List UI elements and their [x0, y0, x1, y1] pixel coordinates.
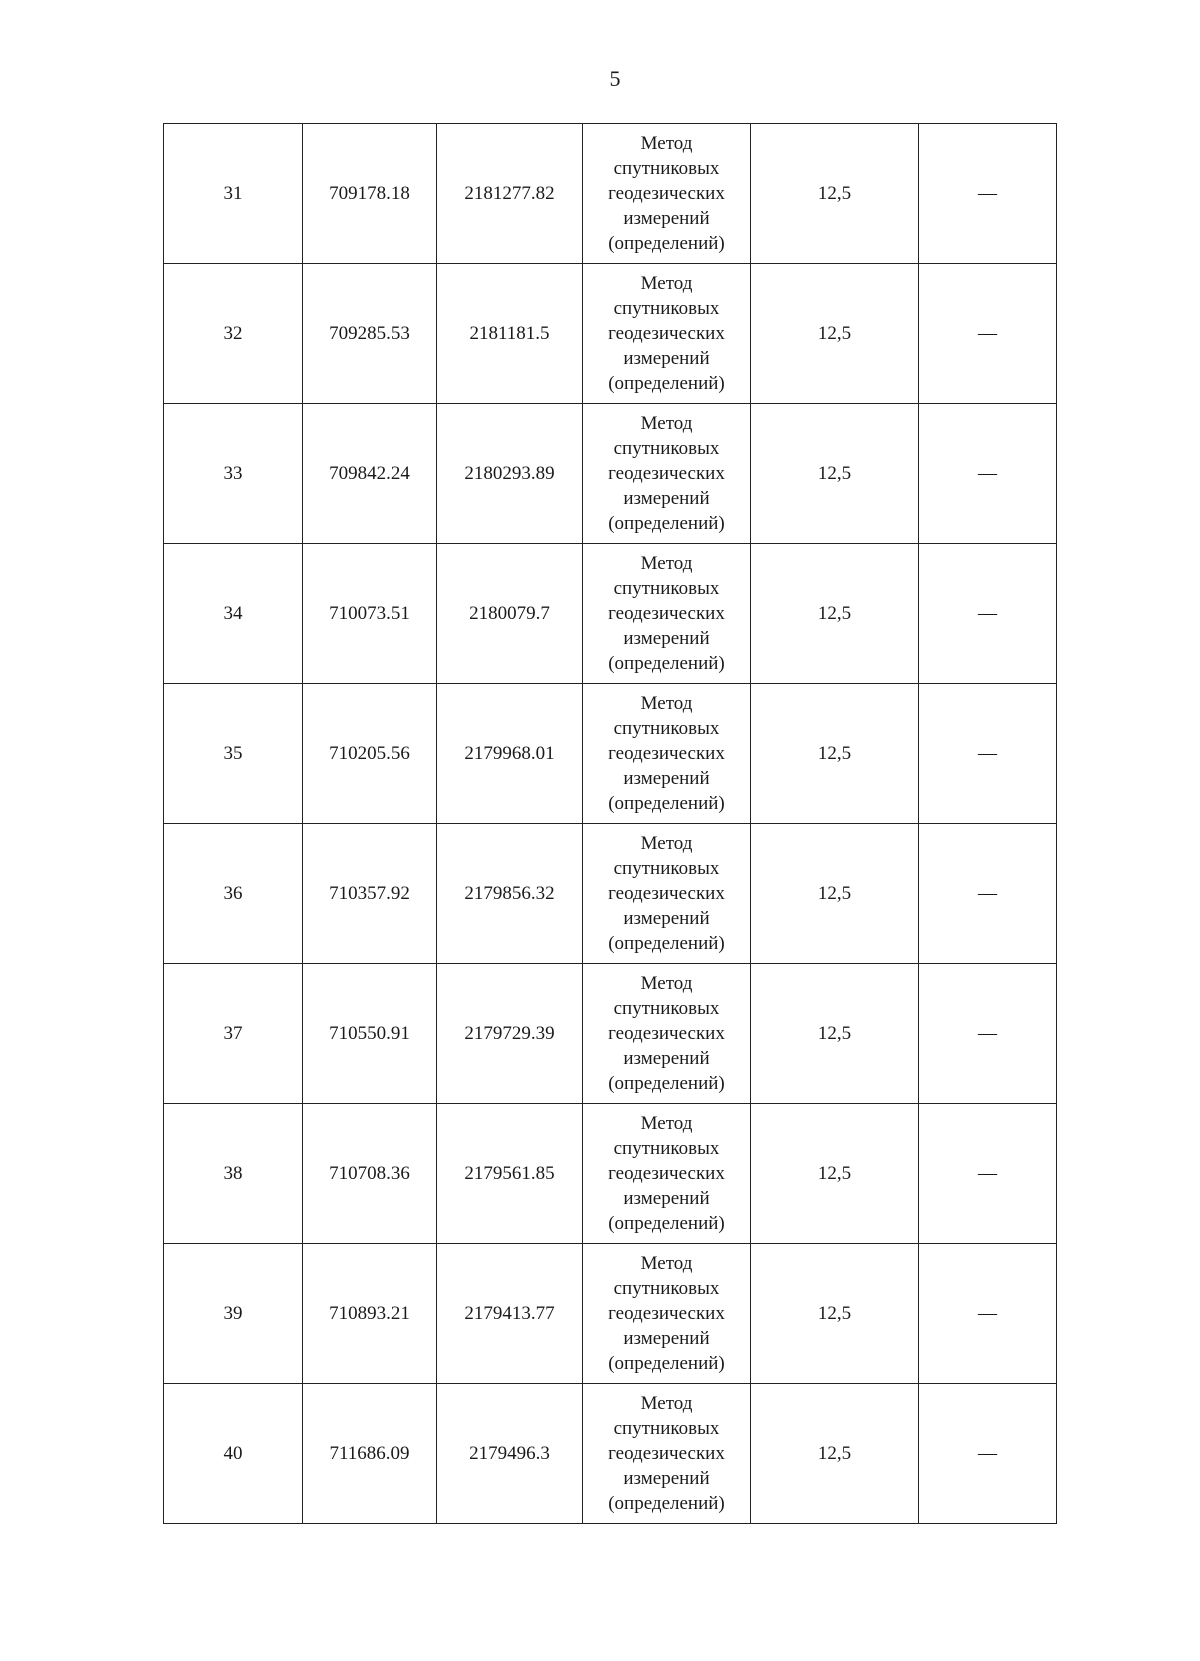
x-coordinate-cell: 710708.36 [303, 1104, 437, 1244]
method-cell [583, 1104, 751, 1244]
method-line: геодезических [608, 323, 725, 344]
method-line: геодезических [608, 463, 725, 484]
y-coordinate-cell: 2180079.7 [437, 544, 583, 684]
table-row [164, 684, 1057, 824]
method-line: (определений) [608, 373, 725, 394]
method-line: Метод [640, 273, 693, 294]
method-text [583, 271, 750, 396]
y-coordinate-cell: 2179413.77 [437, 1244, 583, 1384]
method-line: спутниковых [613, 438, 720, 459]
method-line: геодезических [608, 743, 725, 764]
accuracy-cell: 12,5 [751, 1244, 919, 1384]
method-line: Метод [640, 1113, 693, 1134]
method-text [583, 1111, 750, 1236]
method-cell [583, 404, 751, 544]
method-line: спутниковых [613, 578, 720, 599]
table-row [164, 1104, 1057, 1244]
method-line: спутниковых [613, 858, 720, 879]
method-cell [583, 124, 751, 264]
dash-mark: — [978, 1022, 997, 1044]
accuracy-cell: 12,5 [751, 1104, 919, 1244]
method-line: Метод [640, 413, 693, 434]
method-text [583, 1391, 750, 1516]
method-line: геодезических [608, 603, 725, 624]
method-line: (определений) [608, 233, 725, 254]
method-text [583, 691, 750, 816]
method-text [583, 131, 750, 256]
method-line: (определений) [608, 1073, 725, 1094]
method-line: геодезических [608, 883, 725, 904]
y-coordinate-cell: 2179729.39 [437, 964, 583, 1104]
method-line: измерений [623, 628, 710, 649]
dash-mark: — [978, 1442, 997, 1464]
dash-mark: — [978, 322, 997, 344]
method-text [583, 1251, 750, 1376]
method-line: спутниковых [613, 1278, 720, 1299]
method-cell [583, 264, 751, 404]
table-body [164, 124, 1057, 1524]
y-coordinate-cell: 2179496.3 [437, 1384, 583, 1524]
table-row [164, 824, 1057, 964]
accuracy-cell: 12,5 [751, 1384, 919, 1524]
method-line: спутниковых [613, 1138, 720, 1159]
dash-mark: — [978, 602, 997, 624]
x-coordinate-cell: 710357.92 [303, 824, 437, 964]
extra-cell [919, 124, 1057, 264]
method-text [583, 831, 750, 956]
method-line: Метод [640, 693, 693, 714]
method-line: геодезических [608, 1443, 725, 1464]
method-text [583, 411, 750, 536]
page-number: 5 [609, 66, 621, 91]
method-line: геодезических [608, 1303, 725, 1324]
accuracy-cell: 12,5 [751, 684, 919, 824]
method-line: (определений) [608, 1213, 725, 1234]
method-line: (определений) [608, 933, 725, 954]
point-number-cell: 36 [164, 824, 303, 964]
method-line: Метод [640, 1393, 693, 1414]
accuracy-cell: 12,5 [751, 824, 919, 964]
table-row [164, 264, 1057, 404]
method-line: измерений [623, 1328, 710, 1349]
dash-mark: — [978, 882, 997, 904]
x-coordinate-cell: 709842.24 [303, 404, 437, 544]
method-line: (определений) [608, 653, 725, 674]
extra-cell [919, 684, 1057, 824]
x-coordinate-cell: 710893.21 [303, 1244, 437, 1384]
table-row [164, 544, 1057, 684]
y-coordinate-cell: 2179968.01 [437, 684, 583, 824]
accuracy-cell: 12,5 [751, 964, 919, 1104]
y-coordinate-cell: 2181277.82 [437, 124, 583, 264]
extra-cell [919, 1104, 1057, 1244]
coordinates-table [163, 123, 1057, 1524]
point-number-cell: 35 [164, 684, 303, 824]
point-number-cell: 34 [164, 544, 303, 684]
method-line: геодезических [608, 1023, 725, 1044]
method-line: геодезических [608, 183, 725, 204]
method-line: Метод [640, 133, 693, 154]
x-coordinate-cell: 709285.53 [303, 264, 437, 404]
method-line: измерений [623, 488, 710, 509]
method-cell [583, 1384, 751, 1524]
extra-cell [919, 1384, 1057, 1524]
extra-cell [919, 544, 1057, 684]
method-line: измерений [623, 1468, 710, 1489]
dash-mark: — [978, 182, 997, 204]
point-number-cell: 31 [164, 124, 303, 264]
x-coordinate-cell: 710550.91 [303, 964, 437, 1104]
accuracy-cell: 12,5 [751, 544, 919, 684]
extra-cell [919, 824, 1057, 964]
accuracy-cell: 12,5 [751, 404, 919, 544]
method-line: измерений [623, 768, 710, 789]
method-line: (определений) [608, 513, 725, 534]
table-row [164, 1384, 1057, 1524]
x-coordinate-cell: 711686.09 [303, 1384, 437, 1524]
extra-cell [919, 964, 1057, 1104]
method-cell [583, 824, 751, 964]
extra-cell [919, 264, 1057, 404]
method-text [583, 971, 750, 1096]
table-row [164, 1244, 1057, 1384]
method-line: измерений [623, 348, 710, 369]
dash-mark: — [978, 1162, 997, 1184]
method-line: измерений [623, 908, 710, 929]
method-cell [583, 1244, 751, 1384]
method-line: геодезических [608, 1163, 725, 1184]
method-line: спутниковых [613, 718, 720, 739]
method-line: Метод [640, 553, 693, 574]
method-line: Метод [640, 1253, 693, 1274]
method-cell [583, 544, 751, 684]
y-coordinate-cell: 2181181.5 [437, 264, 583, 404]
method-cell [583, 684, 751, 824]
extra-cell [919, 404, 1057, 544]
point-number-cell: 32 [164, 264, 303, 404]
method-text [583, 551, 750, 676]
dash-mark: — [978, 1302, 997, 1324]
accuracy-cell: 12,5 [751, 264, 919, 404]
method-line: измерений [623, 1188, 710, 1209]
y-coordinate-cell: 2179561.85 [437, 1104, 583, 1244]
accuracy-cell: 12,5 [751, 124, 919, 264]
method-line: (определений) [608, 793, 725, 814]
x-coordinate-cell: 709178.18 [303, 124, 437, 264]
method-line: (определений) [608, 1353, 725, 1374]
y-coordinate-cell: 2180293.89 [437, 404, 583, 544]
dash-mark: — [978, 742, 997, 764]
point-number-cell: 39 [164, 1244, 303, 1384]
method-line: спутниковых [613, 158, 720, 179]
x-coordinate-cell: 710205.56 [303, 684, 437, 824]
method-line: спутниковых [613, 1418, 720, 1439]
table-row [164, 404, 1057, 544]
table-row [164, 964, 1057, 1104]
dash-mark: — [978, 462, 997, 484]
extra-cell [919, 1244, 1057, 1384]
method-line: Метод [640, 833, 693, 854]
point-number-cell: 33 [164, 404, 303, 544]
point-number-cell: 38 [164, 1104, 303, 1244]
y-coordinate-cell: 2179856.32 [437, 824, 583, 964]
method-cell [583, 964, 751, 1104]
method-line: (определений) [608, 1493, 725, 1514]
table-row [164, 124, 1057, 264]
method-line: измерений [623, 208, 710, 229]
method-line: спутниковых [613, 998, 720, 1019]
method-line: измерений [623, 1048, 710, 1069]
method-line: спутниковых [613, 298, 720, 319]
method-line: Метод [640, 973, 693, 994]
point-number-cell: 40 [164, 1384, 303, 1524]
x-coordinate-cell: 710073.51 [303, 544, 437, 684]
point-number-cell: 37 [164, 964, 303, 1104]
